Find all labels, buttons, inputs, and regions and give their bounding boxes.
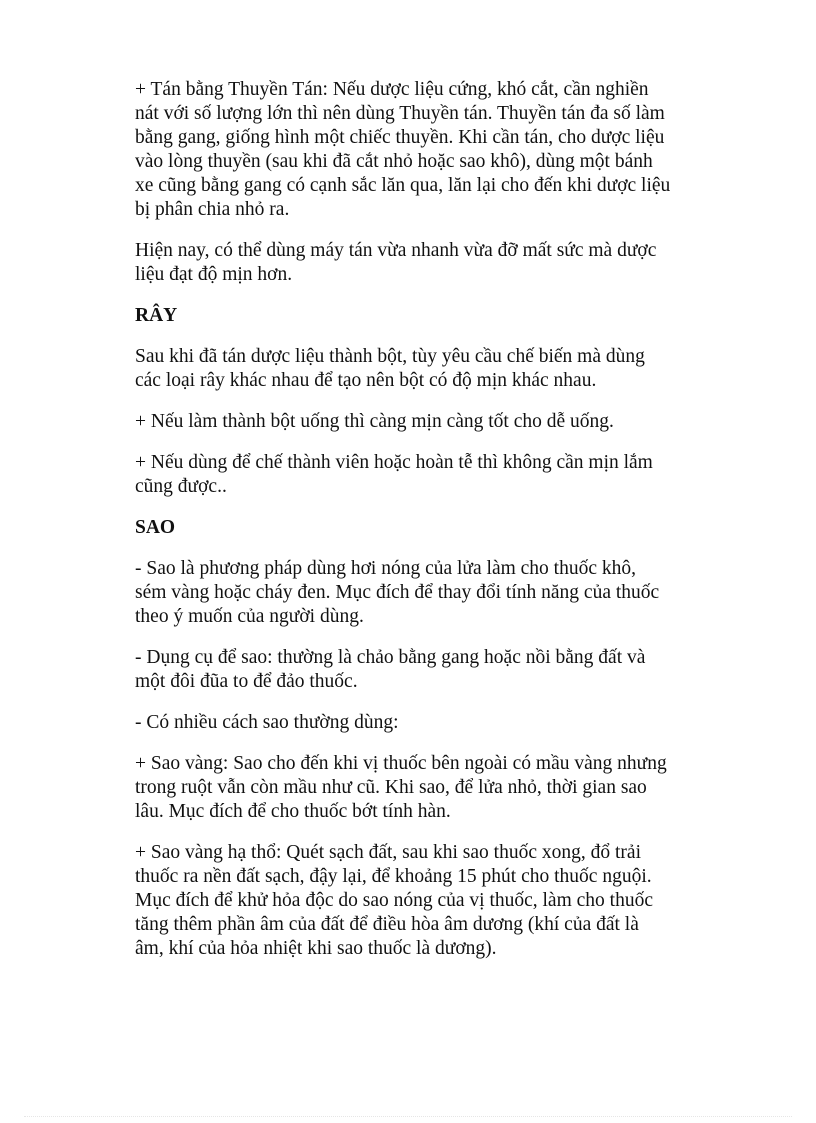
paragraph — [135, 841, 745, 961]
paragraph — [135, 451, 745, 499]
text-line: Mục đích để khử hỏa độc do sao nóng của vị thuốc, làm cho thuốc — [135, 890, 653, 911]
footer-divider — [24, 1116, 792, 1117]
text-line: + Tán bằng Thuyền Tán: Nếu dược liệu cứng, khó cắt, cần nghiền — [135, 79, 649, 100]
text-line: + Sao vàng: Sao cho đến khi vị thuốc bên ngoài có mầu vàng nhưng — [135, 753, 667, 774]
section-heading — [135, 516, 745, 540]
text-line: xe cũng bằng gang có cạnh sắc lăn qua, lăn lại cho đến khi dược liệu — [135, 175, 671, 196]
text-line: thuốc ra nền đất sạch, đậy lại, để khoảng 15 phút cho thuốc nguội. — [135, 866, 652, 887]
text-line: lâu. Mục đích để cho thuốc bớt tính hàn. — [135, 801, 451, 822]
text-line: nát với số lượng lớn thì nên dùng Thuyền tán. Thuyền tán đa số làm — [135, 103, 665, 124]
text-line: liệu đạt độ mịn hơn. — [135, 264, 293, 285]
paragraph — [135, 557, 745, 629]
section-heading — [135, 304, 745, 328]
paragraph — [135, 410, 745, 434]
text-line: Hiện nay, có thể dùng máy tán vừa nhanh vừa đỡ mất sức mà dược — [135, 240, 657, 261]
text-line: + Sao vàng hạ thổ: Quét sạch đất, sau khi sao thuốc xong, đổ trải — [135, 842, 641, 863]
text-line: các loại rây khác nhau để tạo nên bột có độ mịn khác nhau. — [135, 370, 597, 391]
text-line: bằng gang, giống hình một chiếc thuyền. Khi cần tán, cho dược liệu — [135, 127, 665, 148]
text-line: Sau khi đã tán dược liệu thành bột, tùy yêu cầu chế biến mà dùng — [135, 346, 645, 367]
text-line: + Nếu làm thành bột uống thì càng mịn càng tốt cho dễ uống. — [135, 411, 614, 432]
text-line: cũng được.. — [135, 476, 227, 497]
text-line: âm, khí của hỏa nhiệt khi sao thuốc là dương). — [135, 938, 497, 959]
text-line: một đôi đũa to để đảo thuốc. — [135, 671, 358, 692]
paragraph — [135, 239, 745, 287]
text-line: sém vàng hoặc cháy đen. Mục đích để thay đổi tính năng của thuốc — [135, 582, 660, 603]
paragraph — [135, 646, 745, 694]
text-line: SAO — [135, 517, 176, 538]
document-page — [135, 78, 745, 978]
paragraph — [135, 345, 745, 393]
text-line: bị phân chia nhỏ ra. — [135, 199, 290, 220]
paragraph — [135, 752, 745, 824]
paragraph — [135, 78, 745, 222]
text-line: - Có nhiều cách sao thường dùng: — [135, 712, 399, 733]
text-line: - Dụng cụ để sao: thường là chảo bằng gang hoặc nồi bằng đất và — [135, 647, 646, 668]
text-line: theo ý muốn của người dùng. — [135, 606, 364, 627]
text-line: tăng thêm phần âm của đất để điều hòa âm dương (khí của đất là — [135, 914, 639, 935]
text-line: trong ruột vẫn còn mầu như cũ. Khi sao, để lửa nhỏ, thời gian sao — [135, 777, 647, 798]
text-line: + Nếu dùng để chế thành viên hoặc hoàn tễ thì không cần mịn lắm — [135, 452, 653, 473]
paragraph — [135, 711, 745, 735]
text-line: - Sao là phương pháp dùng hơi nóng của lửa làm cho thuốc khô, — [135, 558, 637, 579]
text-line: RÂY — [135, 305, 178, 326]
text-line: vào lòng thuyền (sau khi đã cắt nhỏ hoặc sao khô), dùng một bánh — [135, 151, 653, 172]
